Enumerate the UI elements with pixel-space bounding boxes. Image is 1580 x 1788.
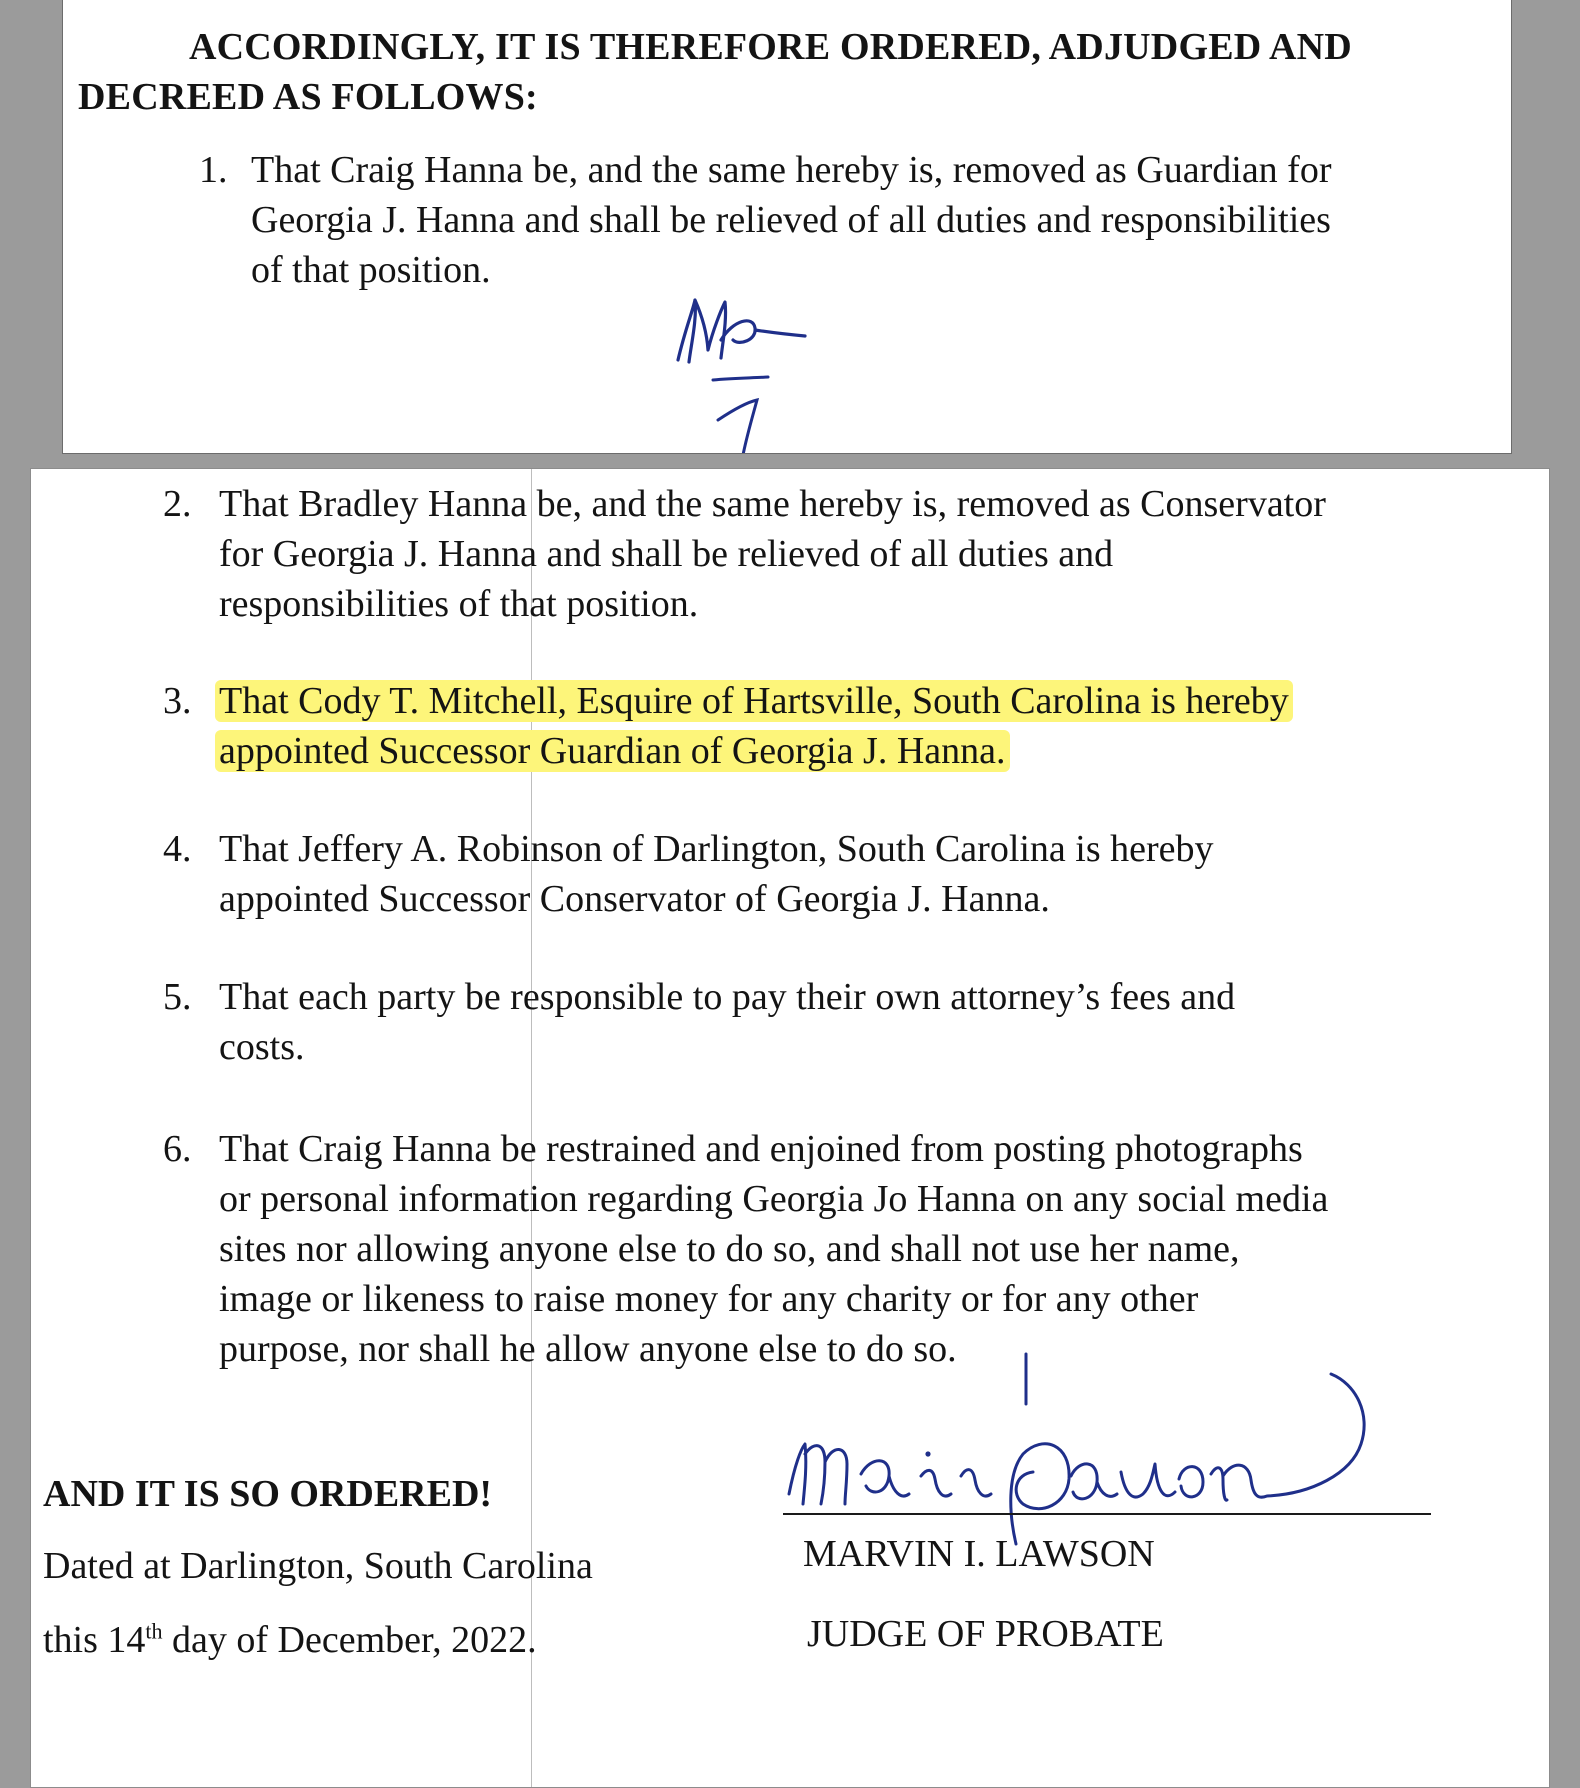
item-line: costs. — [219, 1026, 305, 1068]
document-page-top — [62, 0, 1512, 454]
dated-location: Dated at Darlington, South Carolina — [43, 1545, 593, 1587]
item-line: image or likeness to raise money for any charity or for any other — [219, 1278, 1199, 1320]
item-line: for Georgia J. Hanna and shall be relieved of all duties and — [219, 533, 1114, 575]
item-number: 1. — [199, 149, 228, 191]
item-line: Georgia J. Hanna and shall be relieved of all duties and responsibilities — [251, 199, 1331, 241]
signature-line — [783, 1513, 1431, 1515]
item-line: purpose, nor shall he allow anyone else to do so. — [219, 1328, 957, 1370]
highlighted-line: appointed Successor Guardian of Georgia J. Hanna. — [215, 730, 1010, 772]
document-page-bottom — [30, 468, 1550, 1788]
judge-title: JUDGE OF PROBATE — [807, 1613, 1164, 1655]
so-ordered-text: AND IT IS SO ORDERED! — [43, 1473, 493, 1515]
item-number: 3. — [163, 680, 192, 722]
item-line: That Jeffery A. Robinson of Darlington, South Carolina is hereby — [219, 828, 1214, 870]
order-heading-line2: DECREED AS FOLLOWS: — [78, 76, 538, 118]
item-line: appointed Successor Conservator of Georgia J. Hanna. — [219, 878, 1050, 920]
item-number: 6. — [163, 1128, 192, 1170]
dated-day: this 14th day of December, 2022. — [43, 1618, 537, 1661]
item-line: That Craig Hanna be, and the same hereby is, removed as Guardian for — [251, 149, 1332, 191]
highlighted-line: That Cody T. Mitchell, Esquire of Hartsville, South Carolina is hereby — [215, 680, 1293, 722]
order-item-5 — [163, 972, 1523, 1072]
handwritten-initials — [673, 290, 873, 454]
item-number: 5. — [163, 976, 192, 1018]
item-line: responsibilities of that position. — [219, 583, 699, 625]
order-item-3 — [163, 676, 1523, 776]
item-line: or personal information regarding Georgia Jo Hanna on any social media — [219, 1178, 1329, 1220]
order-heading-line1: ACCORDINGLY, IT IS THEREFORE ORDERED, ADJUDGED AND — [189, 26, 1352, 68]
item-line: That each party be responsible to pay their own attorney’s fees and — [219, 976, 1236, 1018]
item-number: 2. — [163, 483, 192, 525]
judge-name: MARVIN I. LAWSON — [803, 1533, 1155, 1575]
item-line: That Bradley Hanna be, and the same hereby is, removed as Conservator — [219, 483, 1326, 525]
order-item-1 — [199, 145, 1499, 305]
item-line: of that position. — [251, 249, 491, 291]
order-item-2 — [163, 479, 1523, 629]
item-number: 4. — [163, 828, 192, 870]
order-item-4 — [163, 824, 1523, 924]
item-line: sites nor allowing anyone else to do so, and shall not use her name, — [219, 1228, 1240, 1270]
order-item-6 — [163, 1124, 1523, 1374]
item-line: That Craig Hanna be restrained and enjoined from posting photographs — [219, 1128, 1303, 1170]
